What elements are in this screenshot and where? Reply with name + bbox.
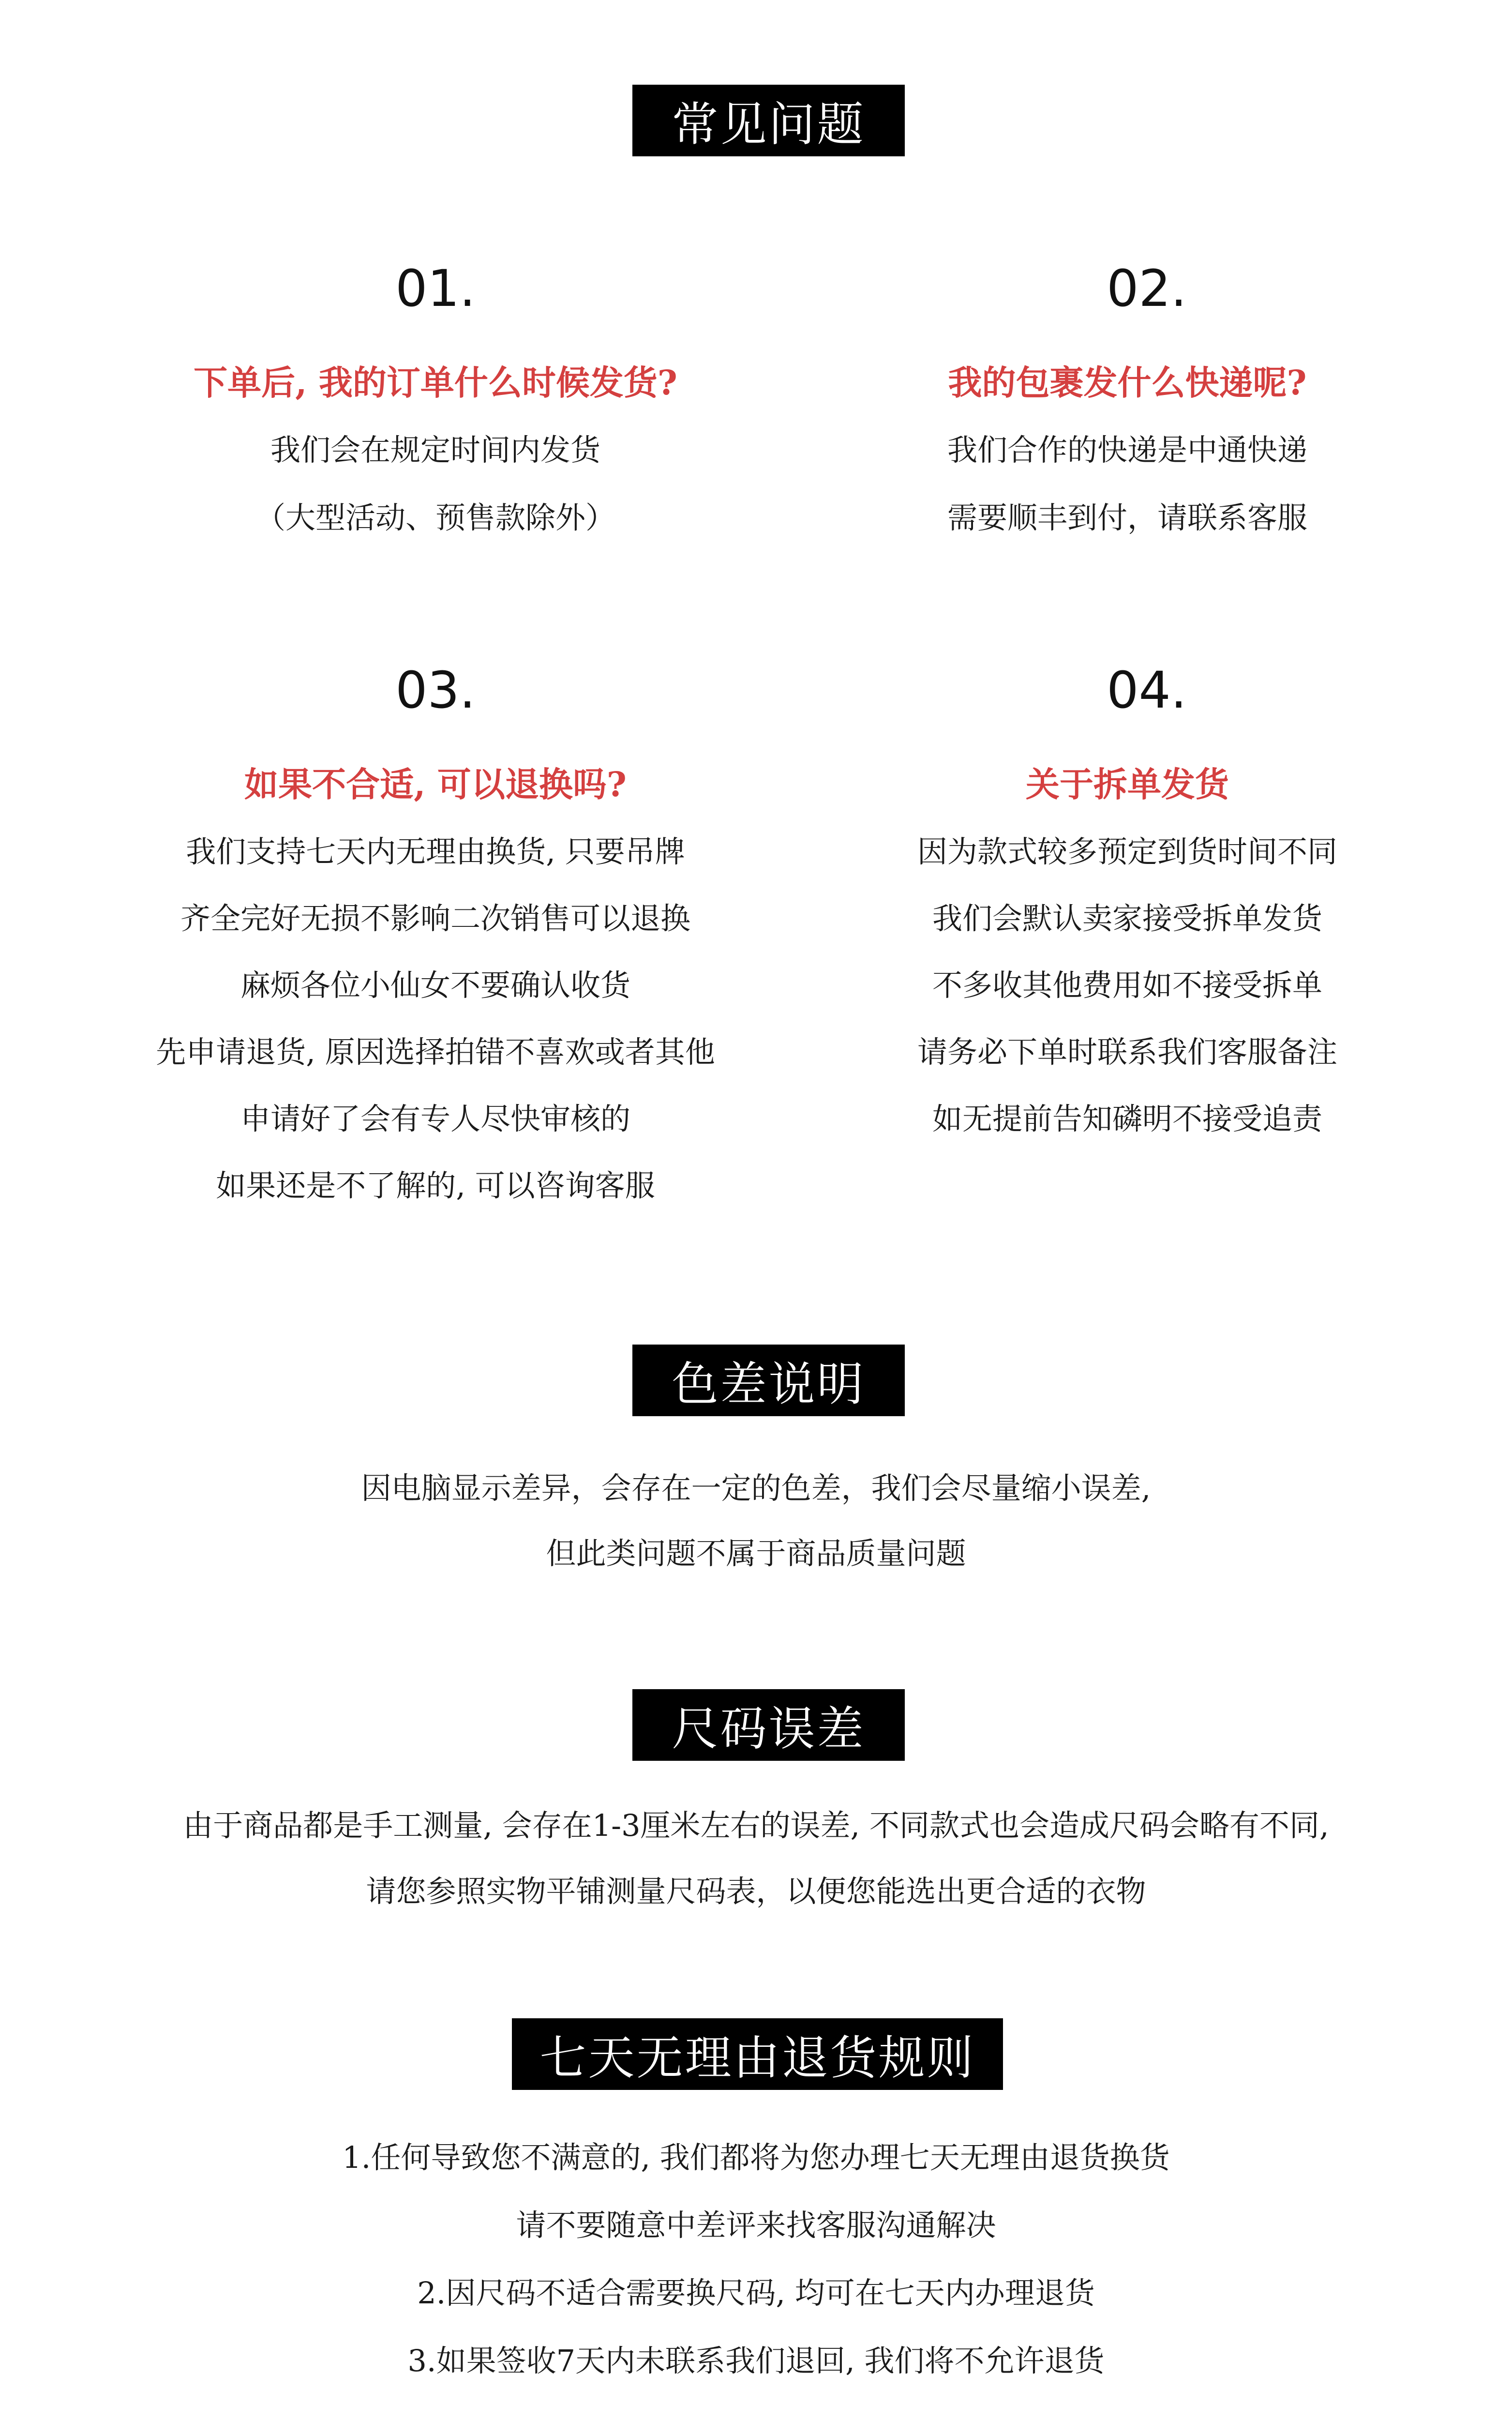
return-rules-line-2: 请不要随意中差评来找客服沟通解决 bbox=[516, 2208, 996, 2243]
color-diff-line-1: 因电脑显示差异，会存在一定的色差，我们会尽量缩小误差, bbox=[361, 1470, 1151, 1506]
faq-question-02: 我的包裹发什么快递呢? bbox=[948, 363, 1307, 403]
faq-question-04: 关于拆单发货 bbox=[1026, 764, 1229, 804]
faq-answer-03-line-4: 先申请退货, 原因选择拍错不喜欢或者其他 bbox=[156, 1034, 715, 1070]
faq-answer-04-line-2: 我们会默认卖家接受拆单发货 bbox=[932, 901, 1322, 936]
return-rules-section-header bbox=[512, 2018, 1003, 2090]
return-rules-line-1: 1.任何导致您不满意的, 我们都将为您办理七天无理由退货换货 bbox=[342, 2140, 1170, 2175]
faq-answer-03-line-3: 麻烦各位小仙女不要确认收货 bbox=[240, 968, 630, 1003]
color-diff-section-header bbox=[632, 1345, 905, 1416]
color-diff-line-2: 但此类问题不属于商品质量问题 bbox=[546, 1536, 966, 1571]
size-error-line-1: 由于商品都是手工测量, 会存在1-3厘米左右的误差, 不同款式也会造成尺码会略有不同, bbox=[183, 1808, 1329, 1843]
faq-answer-03-line-2: 齐全完好无损不影响二次销售可以退换 bbox=[180, 901, 690, 936]
faq-answer-02-line-2: 需要顺丰到付，请联系客服 bbox=[947, 500, 1307, 535]
faq-number-03: 03. bbox=[395, 661, 476, 720]
faq-number-02: 02. bbox=[1107, 259, 1187, 318]
faq-answer-04-line-3: 不多收其他费用如不接受拆单 bbox=[932, 968, 1322, 1003]
faq-number-04: 04. bbox=[1107, 661, 1187, 720]
color-diff-header-label: 色差说明 bbox=[672, 1357, 866, 1411]
faq-answer-01-line-1: 我们会在规定时间内发货 bbox=[270, 432, 600, 468]
return-rules-header-label: 七天无理由退货规则 bbox=[539, 2030, 975, 2085]
faq-answer-03-line-5: 申请好了会有专人尽快审核的 bbox=[240, 1101, 630, 1136]
faq-answer-03-line-1: 我们支持七天内无理由换货, 只要吊牌 bbox=[186, 834, 685, 869]
faq-number-01: 01. bbox=[395, 259, 476, 318]
faq-answer-01-line-2: （大型活动、预售款除外） bbox=[255, 500, 615, 535]
faq-answer-04-line-4: 请务必下单时联系我们客服备注 bbox=[917, 1034, 1337, 1070]
faq-question-01: 下单后, 我的订单什么时候发货? bbox=[194, 363, 677, 403]
faq-section-header bbox=[632, 85, 905, 156]
faq-header-label: 常见问题 bbox=[672, 97, 866, 151]
faq-answer-03-line-6: 如果还是不了解的, 可以咨询客服 bbox=[216, 1168, 655, 1203]
return-rules-line-4: 3.如果签收7天内未联系我们退回, 我们将不允许退货 bbox=[407, 2343, 1105, 2378]
faq-answer-04-line-1: 因为款式较多预定到货时间不同 bbox=[917, 834, 1337, 869]
return-rules-line-3: 2.因尺码不适合需要换尺码, 均可在七天内办理退货 bbox=[417, 2275, 1095, 2311]
faq-answer-02-line-1: 我们合作的快递是中通快递 bbox=[947, 432, 1307, 468]
size-error-line-2: 请您参照实物平铺测量尺码表，以便您能选出更合适的衣物 bbox=[366, 1874, 1146, 1909]
faq-question-03: 如果不合适, 可以退换吗? bbox=[244, 764, 627, 804]
size-error-section-header bbox=[632, 1689, 905, 1761]
size-error-header-label: 尺码误差 bbox=[672, 1701, 866, 1756]
faq-answer-04-line-5: 如无提前告知磷明不接受追责 bbox=[932, 1101, 1322, 1136]
